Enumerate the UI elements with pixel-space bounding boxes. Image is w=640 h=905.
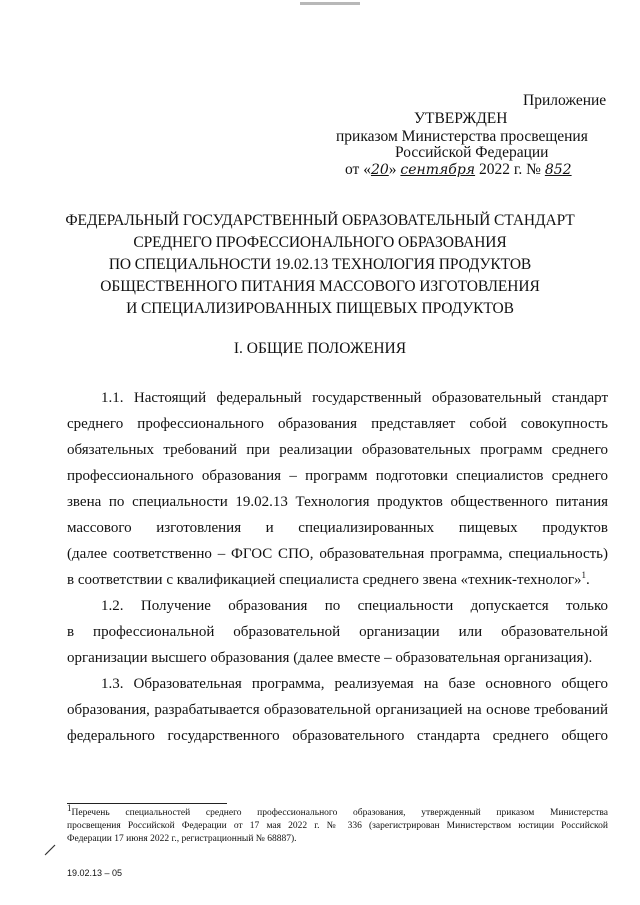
paragraph-line: профессионального образования – программ подготовки специалистов среднего <box>67 468 608 484</box>
paragraph-last-line: в соответствии с квалификацией специалиста среднего звена «техник-технолог»$^1$. <box>67 570 590 588</box>
footnote-mark: 1 <box>67 803 72 813</box>
heading-line: ФЕДЕРАЛЬНЫЙ ГОСУДАРСТВЕННЫЙ ОБРАЗОВАТЕЛЬНЫЙ СТАНДАРТ <box>65 212 575 229</box>
footnote-line: Федерации 17 июня 2022 г., регистрационный № 68887). <box>67 834 297 844</box>
paragraph-line: среднего профессионального образования представляет собой совокупность <box>67 416 608 432</box>
footnote-ref: 1 <box>581 570 586 580</box>
handwritten-month: сентября <box>400 162 476 178</box>
date-prefix: от « <box>345 161 371 178</box>
paragraph-line: организации высшего образования (далее вместе – образовательная организация). <box>67 650 593 666</box>
date-year: 2022 г. № <box>478 161 541 178</box>
paragraph-line: образования, разрабатывается образовательной организацией на основе требований <box>67 702 608 718</box>
paragraph-line: обязательных требований при реализации образовательных программ среднего <box>67 442 608 458</box>
paragraph-line: 1.1. Настоящий федеральный государственный образовательный стандарт <box>101 390 608 406</box>
paragraph-line: звена по специальности 19.02.13 Технология продуктов общественного питания <box>67 494 608 510</box>
pen-stroke-mark <box>44 842 58 856</box>
heading-line: ПО СПЕЦИАЛЬНОСТИ 19.02.13 ТЕХНОЛОГИЯ ПРОДУКТОВ <box>108 256 532 273</box>
section-title: I. ОБЩИЕ ПОЛОЖЕНИЯ <box>233 340 407 357</box>
heading-line: ОБЩЕСТВЕННОГО ПИТАНИЯ МАССОВОГО ИЗГОТОВЛЕНИЯ <box>100 278 540 295</box>
footnote-line: $^1$Перечень специальностей среднего профессионального образования, утвержденный приказом Министерства <box>67 803 608 819</box>
date-mid: » <box>388 161 397 178</box>
page-code: 19.02.13 – 05 <box>67 868 123 878</box>
paragraph-line: 1.2. Получение образования по специальности допускается только <box>101 598 608 614</box>
footnote-separator <box>67 803 227 804</box>
paragraph-line: (далее соответственно – ФГОС СПО, образовательная программа, специальность) <box>67 546 608 562</box>
approval-country-line: Российской Федерации <box>395 144 549 161</box>
scan-mark <box>300 2 360 5</box>
paragraph-line: федерального государственного образовательного стандарта среднего общего <box>67 728 608 744</box>
paragraph-line: в профессиональной образовательной организации или образовательной <box>67 624 608 640</box>
handwritten-order-number: 852 <box>544 162 572 178</box>
paragraph-line: в соответствии с квалификацией специалиста среднего звена «техник-технолог» <box>67 572 582 588</box>
paragraph-line: 1.3. Образовательная программа, реализуемая на базе основного общего <box>101 676 608 692</box>
heading-line: СРЕДНЕГО ПРОФЕССИОНАЛЬНОГО ОБРАЗОВАНИЯ <box>133 234 507 251</box>
document-heading <box>60 210 580 320</box>
approval-title: УТВЕРЖДЕН <box>414 110 508 127</box>
paragraph-line: массового изготовления и специализированных пищевых продуктов <box>67 520 608 536</box>
heading-line: И СПЕЦИАЛИЗИРОВАННЫХ ПИЩЕВЫХ ПРОДУКТОВ <box>126 300 514 317</box>
approval-order-line: приказом Министерства просвещения <box>336 128 588 145</box>
handwritten-day: 20 <box>370 162 389 178</box>
appendix-label: Приложение <box>523 92 607 109</box>
approval-date-line <box>345 159 572 181</box>
footnote-line: просвещения Российской Федерации от 17 мая 2022 г. № 336 (зарегистрирован Министерством юстиции Российской <box>67 821 608 831</box>
